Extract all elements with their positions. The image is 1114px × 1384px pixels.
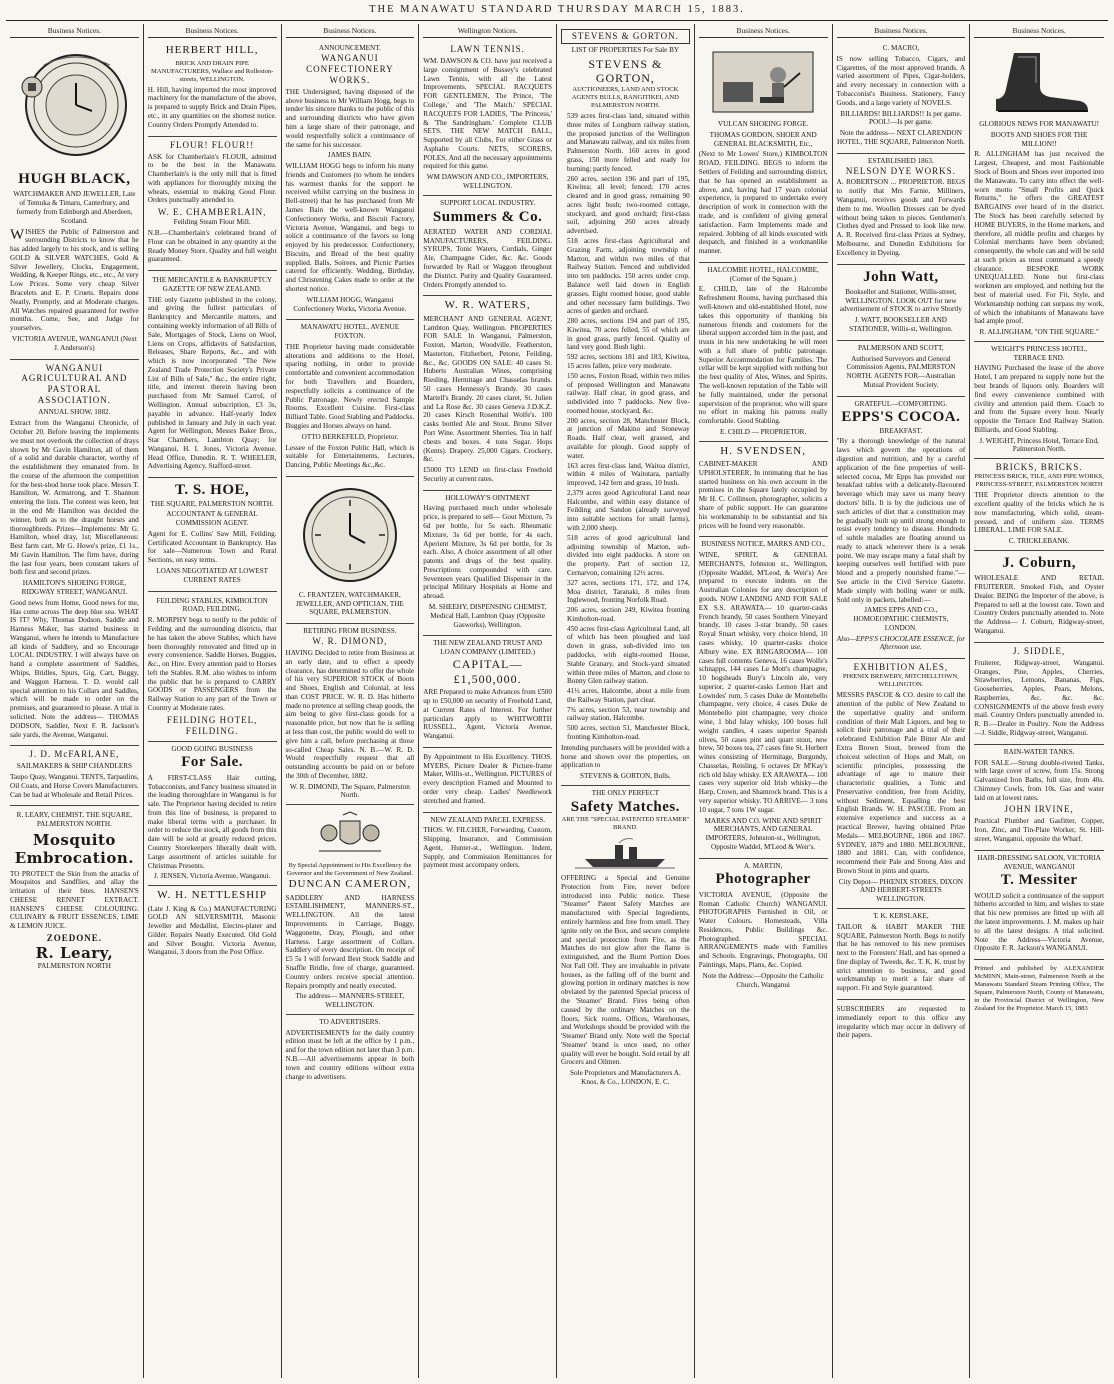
summers-body: AERATED WATER AND CORDIAL MANUFACTURERS, FEILDING. SYRUPS, Tonic Waters, Cordials, Ginger Ale, Champagne Cider, &c. &c. Goods forwarded by Rail or Waggon throughout the District. Purity and Quality Guaranteed. Orders Promptly attended to. [423, 227, 552, 289]
holloway-body: Having purchased much under wholesale price, is prepared to sell— Gout Mixture, 7s 6d per bottle, for 5s each. Rheumatic Mixture, 3s 6d per bottle, for 4s each. Aperient Mixture, 3s 6d per bottle, for 3s each. Also, A choice assortment of all other patents and drugs of the best quality. Prescriptions compounded with care. Seventeen years Qualified Dispenser in the principal Military Hospitals at Home and abroad. [423, 504, 552, 601]
lawn-tennis-body: WM. DAWSON & CO. have just received a large consignment of Bussey's celebrated Lawn Tennis, with all the Latest Improvements. SPECIAL RACQUETS FOR GENTLEMEN, The Prince, 'The College,' and 'The Match.' SPECIAL RACQUETS FOR LADIES, 'The Princess,' & 'The Sandringham.' Complete CLUB SETS. THE NEW MATCH BALL, Supported by all Clubs, For either Grass or Asphalte Courts. NETS, SCORERS, POLES, And all the necessary appointments required for this game. [423, 57, 552, 171]
boot-illustration [974, 47, 1104, 117]
property-item: 7¾ acres, section 53, near township and railway station, Halcombe. [567, 705, 690, 723]
show-subtitle: ANNUAL SHOW, 1882. [38, 408, 111, 417]
ad-manawatu-hotel [286, 320, 415, 477]
tanks-title: RAIN-WATER TANKS. [1003, 747, 1075, 756]
martin-body: VICTORIA AVENUE, (Opposite the Roman Catholic Church) WANGANUI. PHOTOGRAPHS Furnished in Oil, or Water Colours. Homesteads, Villa Residences, Public Buildings &c. Photographed. SPECIAL ARRANGEMENTS made with Families and Schools. Engravings, Photographs, Oil Paintings, Maps, Plans, &c. Copied. [698, 890, 828, 970]
trust-title: THE NEW ZEALAND TRUST AND LOAN COMPANY (LIMITED.) [433, 639, 543, 657]
ad-subscribers [837, 1000, 966, 1046]
tanks-body: FOR SALE.—Strong double-riveted Tanks, with large cover of screw, from 15s. Strong Galvanized Iron Baths, full size, from 40s. Chimney Cowls, from 10s. Gas and water laid on at lowest rates. [974, 758, 1104, 802]
ad-mcfarlane [10, 746, 139, 806]
stevens-role: AUCTIONEERS, LAND AND STOCK AGENTS BULLS, RANGITIKEI, AND PALMERSTON NORTH. [571, 86, 679, 110]
property-item: 200 acres, section 28, Manchester Block, at junction of Makino and Stoneway Roads. Half clear, well grassed, and available for plough. Good supply of water. [567, 416, 690, 460]
watch-illustration [10, 47, 139, 167]
column-1 [6, 24, 144, 1378]
boot-icon [984, 47, 1094, 117]
cameron-title: DUNCAN CAMERON, [288, 878, 412, 891]
hoe-subtitle: THE SQUARE, PALMERSTON NORTH. [150, 499, 274, 508]
property-item: 518 acres of good agricultural land adjoining township of Marton, sub-divided into eight paddocks. A store on the property. Part of section 12, Cernarvon, containing 12½ acres. [567, 533, 690, 577]
ad-t-s-hoe [148, 478, 277, 591]
summers-title: Summers & Co. [432, 208, 543, 225]
waters-body: MERCHANT AND GENERAL AGENT, Lambton Quay, Wellington. PROPERTIES FOR SALE In Wanganui, Palmerston, Foxton, Marton, Woodville, Featherston, Masterton, Fitzherbert, Petone, Feilding, &c., &c. GOODS ON SALE: 40 cases St. Huberts Australian Wines, comprising Riesling, Hermitage and Chasselas brands. 50 cases Hennessy's Brandy. 30 cases Martell's Brandy. 20 cases claret, St. Julien and La Rose &c. 30 cases Geneva J.D.K.Z. 20 cases Kirsch Rosenthal Wolfe's. 100 casks bottled Ale and Stout. Bruno Silver Port Wine. Assortment Sherries. Tea in half chests and boxes. 4 tons Sugar. Hops (Kents). Drapery. 25,000 Cigars. Crockery, &c. [423, 314, 552, 464]
summers-pre: SUPPORT LOCAL INDUSTRY. [440, 198, 536, 207]
ad-hugh-black [10, 41, 139, 359]
flour-mill: Feilding Steam Flour Mill. [173, 218, 251, 227]
stevens-subtitle: LIST OF PROPERTIES For Sale BY [571, 45, 680, 54]
messiter-body: WOULD solicit a continuance of the support hitherto accorded to him, and wishes to state that his new premises are fitted up with all the latest improvements. J. M. makes up hair to all the latest designs. A trial solicited. Note the Address—Victoria Avenue, Opposite F. R. Jackson's WANGANUI. [974, 891, 1104, 953]
hugh-black-subtitle: WATCHMAKER AND JEWELLER, Late of Temuka & Timaru, Canterbury, and formerly from Edinburgh and Aberdeen, Scotland. [13, 190, 136, 225]
column-8 [970, 24, 1108, 1378]
property-item: 41½ acres, Halcombe, about a mile from the Railway Station, part clear. [567, 687, 690, 704]
messiter-title: T. Messiter [1000, 872, 1078, 889]
cameron-appointment: By Special Appointment to His Excellency the Governor and the Government of New Zealand. [286, 862, 414, 878]
column-4 [419, 24, 557, 1378]
property-item: 539 acres first-class land, situated within three miles of Longburn railway station, the proposed junction of the Wellington and Manawatu railway, and six miles from Palmerston North. 160 acres in good grass, 150 more felled and ready for burning; partly fenced. [567, 112, 690, 173]
ad-rain-tanks [974, 745, 1104, 851]
ad-leary [10, 806, 139, 975]
irvine-title: JOHN IRVINE, [1004, 804, 1074, 815]
frantzen-text: C. FRANTZEN, WATCHMAKER, JEWELLER, AND OPTICIAN, THE SQUARE, PALMERSTON. [295, 590, 404, 617]
dye-established: ESTABLISHED 1863. [868, 156, 934, 165]
svendsen-title: H. SVENDSEN, [720, 444, 806, 457]
property-item: 518 acres first-class Agricultural and Grazing Farm, adjoining township of Marton, and within two miles of that Railway Station. Fenced and subdivided into ten paddocks. 150 acres under crop. Balance well laid down in English grasses. Eight roomed house, good stable and other necessary farm buildings. Two acres of garden and orchard. [567, 237, 690, 316]
confectionery-title: WANGANUI CONFECTIONERY WORKS. [306, 52, 394, 85]
ad-parcel-express [423, 813, 552, 877]
bricks-body: THE Proprietor directs attention to the excellent quality of the bricks which he is now manufacturing, which solid, steam-pressed, and of uniform size. TERMS LIBERAL. LIME FOR SALE. [974, 491, 1104, 535]
nettleship-body: (Late J. King & Co.) MANUFACTURING GOLD AN SILVERSMITH, Masonic Jeweller and Medallist, Electro-plater and Gilder. Repairs Neatly Executed. Old Gold and Silver Bought. Victoria Avenue, Wanganui, 3 doors from the Post Office. [147, 904, 277, 957]
epps-also: Also—EPPS'S CHOCOLATE ESSENCE, for Afternoon use. [836, 634, 965, 652]
svendsen-body: CABINET-MAKER AND UPHOLSTERER, In intimating that he has started business on his own account in the premises in the Square lately occupied by Mr H. C. Collinson, photographer, solicits a share of public support. He can guarantee his workmanship to be substantial and his prices will be found very reasonable. [698, 460, 828, 530]
retiring-title: RETIRING FROM BUSINESS. [303, 627, 397, 636]
bricks-signature: C. TRICKLEBANK. [1008, 537, 1070, 546]
ad-mercantile-gazette [148, 271, 277, 478]
column-heading: Business Notices. [837, 26, 966, 38]
dodson-body: Good news from Home, Good news for me, Has come across The deep blue sea. WHAT IS IT? Why, Thomas Dodson, Saddle and Harness Maker, has started business in Wanganui, where he intends to Manufacture all kinds of Saddlery, and so Encourage LOCAL INDUSTRY. I will always have on hand a complete assortment of Saddles, Whips, Bridles, Spurs, Gig, Cart, Buggy, and Waggon Harness. T. D. would call special attention to his Collars and Saddles, which will be made to order on the premises, and guaranteed to please. A trial is solicited. Note the address— THOMAS DODSON, Saddler, Next F. R. Jackson's sale yards, the Avenue, Wanganui. [10, 598, 139, 739]
property-item: 260 acres, section 196 and part of 195, Kiwitea; all level; fenced; 170 acres cleared and in good grass, remaining 90 acres light bush; two-roomed cottage, stockyard, and good orchard; first-class soil, adjoining 260 acres already advertised. [567, 174, 690, 236]
macro-title: C. MACRO, [882, 44, 920, 53]
dye-body: A. ROBERTSON ... PROPRIETOR. BEGS to notify that Mrs Farnie, Milliners, Wanganui, receives goods and Forwards them to me. Woollen Dresses can be dyed without being taken to pieces. Gentlemen's Clothes dyed and Pressed to look like new. A. R. Received first-class Prizes at Sydney, Melbourne, and Dunedin Exhibitions for Excellency in Dyeing. [836, 178, 966, 257]
stevens-signature: STEVENS & GORTON, Bulls. [580, 772, 671, 781]
ad-siddle [974, 643, 1104, 745]
feilding-hotel: FEILDING HOTEL, FEILDING. [166, 714, 258, 736]
hogg-signature: WILLIAM HOGG, Wanganui Confectionery Works, Victoria Avenue. [293, 295, 407, 313]
ad-flour [148, 137, 277, 272]
epps-body: "By a thorough knowledge of the natural laws which govern the operations of digestion and nutrition, and by a careful application of the fine properties of well-selected cocoa, Mr Epps has provided our breakfast tables with a delicately-flavoured beverage which may save us many heavy doctors' bills. It is by the judicious use of such articles of diet that a constitution may be gradually built up until strong enough to resist every tendency to disease. Hundreds of subtle maladies are floating around us ready to attack wherever there is a weak point. We may escape many a fatal shaft by keeping ourselves well fortified with pure blood and a properly nourished frame."—See article in the Civil Service Gazette. Made simply with boiling water or milk. Sold only in packets, labelled:— [836, 437, 966, 604]
ad-coburn [974, 551, 1104, 643]
for-sale-title: For Sale. [181, 754, 243, 771]
newspaper-masthead: THE MANAWATU STANDARD THURSDAY MARCH 15, 1883. [369, 4, 745, 15]
column-5 [557, 24, 695, 1378]
imprint [974, 960, 1104, 1019]
hoe-loans: LOANS NEGOTIATED AT LOWEST CURRENT RATES [156, 567, 269, 584]
forge-illustration [699, 47, 828, 117]
parcel-title: NEW ZEALAND PARCEL EXPRESS. [430, 815, 545, 824]
column-6 [695, 24, 833, 1378]
hill-subtitle: BRICK AND DRAIN PIPE MANUFACTURERS, Wallace and Rolleston-streets, WELLINGTON. [150, 59, 274, 83]
foxton-title: MANAWATU HOTEL, AVENUE FOXTON. [300, 323, 400, 341]
watt-title: John Watt, [863, 268, 939, 285]
billiards-line: BILLIARDS! BILLIARDS!! Is per game. POOL!—Is per game. [840, 109, 962, 127]
ad-stevens-gorton [561, 26, 690, 786]
weight-body: HAVING Purchased the lease of the above Hotel, I am prepared to supply none but the best brands of liquors only. Boarders will find every convenience combined with civility and attention paid them. Coach to and from the Square every hour. Nearly opposite the Terrace End Railway Station. Billiards, and Good Stabling. [974, 364, 1104, 434]
boots-title: BOOTS AND SHOES FOR THE MILLION!! [990, 130, 1088, 148]
frantzen-illustration [286, 483, 415, 588]
ad-summers [423, 196, 552, 297]
ad-waters [423, 296, 552, 490]
ad-nz-trust [423, 636, 552, 748]
ad-epps-cocoa [837, 397, 966, 660]
ad-john-watt [837, 265, 966, 341]
ad-kerslake [837, 909, 966, 1000]
hoe-body: Agent for E. Collins' Saw Mill, Feilding. Certificated Accountant in Bankruptcy. Has for sale—Numerous Town and Rural Sections, on easy terms. [147, 529, 277, 565]
glorious-title: GLORIOUS NEWS FOR MANAWATU! [979, 120, 1100, 129]
coburn-title: J. Coburn, [1002, 554, 1077, 571]
property-item: 450 acres first-class Agricultural Land, all of which has been ploughed and laid down in grass, sub-divided into ten paddocks, with eight-roomed House, Stable Granary, and Stock-yard situated within three miles of Marton, and close to Bonny Glen railway station. [567, 624, 690, 686]
property-item: 280 acres, sections 194 and part of 195, Kiwitea, 70 acres felled, 55 of which are in good grass, partly fenced. Quality of land very good. Bush light. [567, 317, 690, 352]
column-3 [282, 24, 420, 1378]
waters-title: W. R. WATERS, [444, 299, 531, 312]
foxton-signature: OTTO BERKEFELD, Proprietor. [301, 432, 399, 441]
ad-marks [699, 537, 828, 858]
business-title: GOOD GOING BUSINESS [171, 744, 253, 753]
dye-title: NELSON DYE WORKS. [845, 165, 956, 176]
show-title: WANGANUI AGRICULTURAL AND PASTORAL ASSOCIATION. [21, 362, 128, 406]
bricks-title: BRICKS, BRICKS. [995, 462, 1083, 473]
hoe-title: T. S. HOE, [174, 482, 250, 499]
clock-face-icon [295, 483, 405, 588]
dimond-name: W. R. DIMOND, [312, 635, 388, 646]
royal-arms [286, 811, 415, 859]
hamilton-forge-title: HAMILTON'S SHOEING FORGE, RIDGWAY STREET, WANGANUI. [21, 579, 128, 596]
hoe-role: ACCOUNTANT & GENERAL COMMISSION AGENT. [166, 510, 258, 528]
ad-feilding-stables [148, 592, 277, 742]
marks-signature: MARKS AND CO. WINE AND SPIRIT MERCHANTS, AND GENERAL IMPORTERS, Johnston-st., Wellington, Opposite Waddel, M'Leod & Weir's. [704, 816, 822, 851]
weight-signature: J. WEIGHT, Princess Hotel, Terrace End, Palmerston North. [979, 436, 1099, 454]
leary-title: R. LEARY, CHEMIST, THE SQUARE, PALMERSTON NORTH. [16, 811, 133, 829]
mercantile-body: THE only Gazette published in the colony, and giving the fullest particulars of Bankruptcy and Mercantile matters, and containing weekly information of all Bills of Sale, Mortgages of Stock, Liens on Wool, Liens on Crops, affidavits of Satisfaction, Releases, Share Reports, &c., and with which is now incorporated "The New Zealand Trade Protection Society's Private List of Bills of Sale," &c., the entire right, title, and interest therein having been purchased from Mr Samuel Carrol, of Wellington. Annual subscription, £3 3s, payable in advance. Half-yearly Index published in January and July in each year. Agent for Wellington, Messrs Baker Bros., Star Chambers, Lambton Quay; for Wanganui, H. I. Jones, Victoria Avenue. Head Office, Dunedin. R. T. WHEELER, Advertising Agency, Stafford-street. [147, 295, 277, 471]
flour-title: FLOUR! FLOUR!! [169, 139, 255, 150]
property-item: 206 acres, section 249, Kiwitea fronting Kimbolton-road. [567, 606, 690, 623]
ales-signature: City Depot— PHŒNIX STORES, DIXON AND HERBERT-STREETS WELLINGTON. [838, 877, 963, 904]
parcel-body: THOS. W. FILCHER, Forwarding, Custom, Shipping, Insurance, and Commission Agent, Hunter-st., Wellington. Indent, Supply, and Commission Remittances for payment must accompany orders. [423, 826, 552, 870]
stevens-name: STEVENS & GORTON, [588, 56, 663, 86]
marks-title: BUSINESS NOTICE, MARKS AND CO., [701, 540, 825, 549]
steamer-illustration [561, 835, 690, 871]
halcombe-body: E. CHILD, late of the Halcombe Refreshment Rooms, having purchased this well-known and old-established Hotel, now takes this opportunity of thanking his numerous friends and customers for the liberal support accorded him in the past, and trusts in his new undertaking he will meet with a full share of public patronage. Superior Accommodation for Families. The cellar will be kept supplied with nothing but the best quality of Ales, Wines, and Spirits. The well-known reputation of the Table will be fully maintained, under the personal supervision of the proprietor, who will spare no effort in making his patrons really comfortable. Good Stabling. [698, 285, 828, 426]
stevens-note: Intending purchasers will be provided with a horse and shown over the properties, on application to [561, 743, 690, 770]
ad-holloway [423, 491, 552, 637]
property-item: 150 acres, Foxton Road, within two miles of proposed Wellington and Manawatu railway. Half clear, in good grass, and subdivided into 7 paddocks. New five-roomed house, stockyard, &c. [567, 371, 690, 415]
epps-signature: JAMES EPPS AND CO., HOMOEOPATHIC CHEMISTS, LONDON. [853, 606, 949, 632]
macro-body: IS now selling Tobacco, Cigars, and Cigarettes, of the most approved brands. A varied assortment of Pipes, Cigar-holders, and every necessary in connection with a Tobacconist's Business. Stationery, Fancy Goods, and a large variety of NOVELS. [836, 54, 966, 107]
dawson-signature: WM DAWSON AND CO., IMPORTERS, WELLINGTON. [426, 173, 549, 191]
ad-svendsen [699, 442, 828, 538]
watt-body: Bookseller and Stationer, Willis-street, WELLINGTON. LOOK OUT for new advertisement of STOCK to arrive Shortly [839, 287, 962, 314]
ad-nelson-dye [837, 154, 966, 265]
property-list [567, 112, 690, 742]
ad-vulcan-forge [699, 41, 828, 263]
ales-body: MESSRS PASCOE & CO. desire to call the attention of the public of New Zealand to the superlative quality and uniform condition of their Malt Liquors, and beg to solicit their patronage and a trial of their celebrated Exhibition Pale Bitter Ale and Extra Brown Stout, brewed from the choicest selection of Hops and Malt, on scientific principles, possessing the advantage of age to mature their characteristic qualities, a Tonic and Preservative condition, free from Acidity, without Sediment, Equalling the best English Brands. W. H. PASCOE. From an extensive experience and success as a practical Brewer, having obtained Prize Medals— MELBOURNE, 1866 and 1867. SYDNEY, 1879 and 1880. MELBOURNE, 1880 and 1881. Can, with confidence, recommend their Pale and Strong Ales and Brown Stout in pints and quarts. [836, 691, 966, 875]
leary-body: TO PROTECT the Skin from the attacks of Mosquitos and Sandflies, and allay the irritation of their bites. HANSEN'S CHEESE RENNET EXTRACT. HANSEN'S CHEESE COLOURING. CULINARY & FRUIT ESSENCES, LIME & LEMON JUICE. [10, 869, 139, 931]
photographer-title: Photographer [715, 871, 811, 888]
holloway-title: HOLLOWAY'S OINTMENT [445, 493, 530, 502]
advertisers-title: TO ADVERTISERS. [319, 1017, 381, 1026]
palmerson-body: Authorised Surveyors and General Commission Agents, PALMERSTON NORTH. AGENTS FOR—Australian Mutual Provident Society. [846, 354, 956, 389]
ad-princess-hotel [974, 342, 1104, 459]
pocket-watch-icon [14, 47, 134, 167]
bricks-subtitle: PRINCESS BRICK, TILE, AND PIPE WORKS, PRINCESS-STREET, PALMERSTON NORTH [974, 473, 1104, 489]
siddle-body: Fruiterer, Ridgway-street, Wanganui. Oranges, Pine, Apples, Cherries, Strawberries, Lemons, Bananas, Figs, Gooseberries, Apples, Pears, Melons, Raspberries, &c. &c. &c. CONSIGNMENTS of the above fresh every mail. Country Orders punctually attended to. R. B.—Dealer in Poultry. Note the Address—J. Siddle, Ridgway-street, Wanganui. [974, 658, 1104, 737]
column-7 [833, 24, 971, 1378]
dimond-body: HAVING Decided to retire from Business at an early date, and to effect a speedy clearance, has determined to offer the whole of his very SUPERIOR STOCK of Boots and Shoes, English and Colonial, at less than COST PRICE. W. R. D. Has hitherto made no pretence at selling cheap goods, the aim being to give first-class goods for a reasonable price, but now that he is selling at less than cost, the public would do well to give him a call, before purchasing at those so-called Cheap Sales. N. B.—W. R. D. Would respectfully request that all outstanding accounts be paid on or before the 30th of December, 1882. [285, 648, 415, 780]
hill-title: HERBERT HILL, [165, 44, 259, 57]
irvine-body: Practical Plumber and Gasfitter, Copper, Iron, Zinc, and Tin-Plate Worker, St. Hill-street, Wanganui, opposite the Wharf. [974, 817, 1104, 843]
hugh-black-title: HUGH BLACK, [18, 171, 131, 188]
trust-capital: CAPITAL—£1,500,000. [452, 656, 523, 686]
ad-frantzen [286, 477, 415, 624]
hugh-black-body: WISHES the Public of Palmerston and surrounding Districts to know that he has added largely to his stock, and is selling GOLD & SILVER WATCHES, Gold & Silver Jewellery, Clocks, Engagement, Wedding, & Keeper Rings, etc., etc., At very Low Prices. Some very cheap Silver Bracelets and E. P. Cruets. Repairs done Neatly, Promptly, and at Moderate charges. All Watches repaired guaranteed for twelve months. Come, See, and Judge for yourselves. [10, 226, 139, 333]
siddle-title: J. SIDDLE, [1013, 645, 1066, 656]
epps-pre: GRATEFUL—COMFORTING. [854, 399, 948, 408]
zoedone-label: ZOEDONE. [46, 933, 102, 943]
flour-note: N.B.—Chamberlain's celebrated brand of Flour can be obtained in any quantity at the Ready Money Store. Quality and full weight guaranteed. [147, 228, 277, 264]
masthead-rule [6, 20, 1108, 21]
coat-of-arms-icon [305, 811, 395, 859]
flour-body: ASK for Chamberlain's FLOUR, admitted to be the best in the Manawatu. Chamberlain's is the only mill that is fitted with appliances for thoroughly mixing the wheats, essential to making Good Flour. Orders punctually attended to. [147, 152, 277, 205]
cameron-address: The address— MANNERS-STREET, WELLINGTON. [295, 992, 405, 1010]
column-2 [144, 24, 282, 1378]
ad-halcombe-hotel [699, 263, 828, 442]
myers-body: By Appointment to His Excellency. THOS. MYERS, Picture Dealer & Picture-frame Maker, Willis-st., Wellington. PICTURES of every description Framed and Mounted to order very cheap. Ladies' Needlework stretched and framed. [423, 752, 552, 805]
column-heading: Wellington Notices. [423, 26, 552, 38]
hairdressing-title: HAIR-DRESSING SALOON, VICTORIA AVENUE, WANGANUI [977, 853, 1101, 871]
advertisers-body: ADVERTISEMENTS for the daily country edition must be left at the office by 1 p.m., and for the town edition not later than 3 p.m. N.B.—All advertisements appear in both town and country editions without extra charge to advertisers. [285, 1028, 415, 1081]
epps-title: EPPS'S COCOA. [841, 409, 961, 426]
stevens-title: STEVENS & GORTON. [561, 29, 690, 44]
weight-title: WEIGHT'S PRINCESS HOTEL, TERRACE END. [991, 344, 1088, 362]
cameron-body: SADDLERY AND HARNESS ESTABLISHMENT, MANNERS-ST., WELLINGTON. All the latest Improvements in Carriage, Buggy, Waggonette, Dray, Plough, and other Harness. Large assortment of Collars. Saddlery of every description. On receipt of £5 5s I will forward Best Stock Saddle and Snaffle Bridle, free of charge, guaranteed. Country orders receive special attention. Repairs promptly and neatly executed. [285, 893, 415, 990]
ad-bricks [974, 459, 1104, 551]
allingham-signature: R. ALLINGHAM, "ON THE SQUARE." [979, 328, 1099, 337]
blacksmith-icon [708, 47, 818, 117]
stables-title: FEILDING STABLES, KIMBOLTON ROAD, FEILDING. [156, 596, 268, 614]
mcfarlane-title: J. D. McFARLANE, [29, 749, 120, 760]
ales-subtitle: PHŒNIX BREWERY, MITCHELLTOWN, WELLINGTON. [842, 673, 959, 689]
flour-signature: W. E. CHAMBERLAIN, [157, 207, 267, 218]
business-body: A FIRST-CLASS Hair cutting, Tobacconists, and Fancy business situated in the leading thoroughfare in Wanganui is for sale. The Proprietor having decided to retire from this line of business, is prepared to make liberal terms with a purchaser. In order to reduce the stock, all goods from this date will be sold at greatly reduced prices. Country Storekeepers liberally dealt with. Large assortment of articles suitable for Christmas Presents. [147, 773, 277, 870]
column-heading: Business Notices. [148, 26, 277, 38]
ad-exhibition-ales [837, 659, 966, 909]
bain-signature: JAMES BAIN. [327, 151, 372, 160]
palmerson-title: PALMERSON AND SCOTT, [858, 343, 944, 352]
column-heading: Business Notices. [10, 26, 139, 38]
trust-body: ARE Prepared to make Advances from £500 up to £50,000 on security of Freehold Land, at Current Rates of Interest. For further particulars apply to WHITWORTH RUSSELL, Agent, Victoria Avenue, Wanganui. [423, 688, 552, 741]
leary-signature: R. Leary, [35, 943, 114, 962]
matches-pre: THE ONLY PERFECT [591, 788, 660, 797]
kerslake-title: T. K. KERSLAKE, [873, 912, 929, 921]
nettleship-title: W. H. NETTLESHIP [157, 889, 267, 902]
vulcan-title: VULCAN SHOEING FORGE. [717, 120, 809, 129]
ad-confectionery [286, 41, 415, 320]
ad-safety-matches [561, 786, 690, 1091]
show-body: Extract from the Wanganui Chronicle, of October 20. Before leaving the implements we must not overlook the collection of drays shown by Mr Gavin Hamilton, all of them of a solid and durable character, worthy of the establishment they emanated from. In the course of the afternoon the competition for the best-shod horse took place. Messrs T. Hamilton, W. Armstrong, and T. Shannon entering the lists. The contest was keen, but in the end Mr Hamilton was decided the winner, both as to the draught horses and thoroughbreds. Prizes—Implements: Mr G. Hamilton, wheel dray, 1st; Miscellaneous: Best farm cart, Mr G. Howe's prize, £1 1s., Mr Gavin Hamilton. The firm have, during the last four years, been constant takers of both first and second prizes. [10, 419, 139, 577]
hogg-body: WILLIAM HOGG begs to inform his many friends and Customers (to whom he tenders his warmest thanks for the support he received whilst carrying on the business in Bell-street) that he has purchased from Mr James Bain the well-known Wanganui Confectionery Works, and Biscuit Factory, Victoria Avenue, Wanganui, and begs to solicit a continuance of the favors so long enjoyed by his predecessor. Confectionery, Biscuits, and Bread of the best quality supplied. Balls, Soirees, and Picnic Parties catered for efficiently. Wedding, Birthday, and Christening Cakes made to order at the shortest notice. [285, 162, 415, 294]
ad-agricultural-show [10, 360, 139, 747]
matches-subtitle: ARE THE "SPECIAL PATENTED STEAMER" BRAND. [561, 815, 690, 832]
ad-herbert-hill [148, 41, 277, 136]
steamship-icon [575, 835, 675, 871]
halcombe-title: HALCOMBE HOTEL, HALCOMBE, (Corner of the Square.) [707, 265, 819, 283]
business-signature: J. JENSEN, Victoria Avenue, Wanganui. [153, 872, 271, 881]
column-heading: Business Notices. [699, 26, 828, 38]
ad-palmerson-scott [837, 341, 966, 397]
property-item: 500 acres, section 51, Manchester Block, fronting Kimbolton-road. [567, 724, 690, 741]
newspaper-page [6, 24, 1108, 1378]
ad-duncan-cameron [286, 805, 415, 1015]
ad-messiter [974, 851, 1104, 960]
ad-martin [699, 859, 828, 996]
loan-notice: £5000 TO LEND on first-class Freehold Security at current rates. [423, 466, 552, 483]
leary-headline: Mosquito Embrocation. [14, 830, 135, 868]
announcement-label: ANNOUNCEMENT. [318, 44, 381, 53]
matches-body: OFFERING a Special and Genuine Protection from Fire, never before introduced into Public notice. These "Steamer" Patent Safety Matches are manufactured with Special Ingredients, entirely harmless and free from smell. They ignite only on the Box, and secure complete and special protection from Fire, as the Matches do not glow after the flame is extinguished, and the Burnt Portion Does Not Fall Off. They are invaluable in private houses, as the falling off of the burnt and glowing portion in ordinary matches is now obviated by the patented Special process of the 'Steamer' Brand. Fires being often caused by the ordinary Matches on the floors, Sick rooms, Offices, Warehouses, and Workshops should be provided with the 'Steamer' Brand only. Note well the Special 'Steamer' brand is once used, no other quality will ever be bought. Sold retail by all Grocers and Oilmen. [561, 874, 690, 1067]
ad-dimond [286, 624, 415, 805]
epps-subtitle: BREAKFAST. [879, 426, 923, 435]
halcombe-signature: E. CHILD — PROPRIETOR. [719, 427, 807, 436]
confectionery-body: THE Undersigned, having disposed of the above business to Mr William Hogg, begs to tender his sincere thanks to the public of this and surrounding districts who have given him a large share of their patronage, and would respectfully solicit a continuance of the same for his successor. [285, 87, 415, 149]
matches-signature: Sole Proprietors and Manufacturers A. Knos, & Co., LONDON, E. C. [569, 1069, 681, 1087]
property-item: 592 acres, sections 181 and 183, Kiwitea, 15 acres fallen, price very moderate. [567, 353, 690, 370]
ad-allingham [974, 41, 1104, 342]
gordon-body: (Next to Mr Lowes' Store,) KIMBOLTON ROAD, FEILDING. BEGS to inform the Settlers of Feilding and surrounding district, that he has opened an establishment as above, and, having had 17 years colonial experience, is prepared to undertake every description of work in connection with the trade, and is confident of giving general satisfaction. Farm Implements made and repaired. Jobbing of all kinds executed with despatch, and finished in a workmanlike manner. [698, 150, 828, 256]
kerslake-body: TAILOR & HABIT MAKER THE SQUARE, Palmerston North. Begs to notify that he has removed to his new premises next to the Foresters' Hall, and has opened a fine display of Tweeds, &c. T. K. K. trust by strict attention to business, and good workmanship to merit a fair share of support. Fit and Style guaranteed. [836, 922, 966, 993]
mcfarlane-subtitle: SAILMAKERS & SHIP CHANDLERS [16, 762, 133, 771]
property-item: 2,379 acres good Agricultural Land near Halcombe, and within easy distance of Feilding and Sandon (already surveyed into suitable sections for small farms), with 2,000 sheep. [567, 488, 690, 533]
imprint-text: Printed and published by ALEXANDER McMINN, Main-street, Palmerston North at the Manawatu Standard Steam Printing Office, The Square, Palmerston North, County of Manawatu, in the Provincial District of Wellington, New Zealand for the Proprietor. March 15, 1883 [974, 965, 1104, 1013]
property-item: 163 acres first-class land, Waitoa district, within 4 miles of Waitotara, partially improved, 142 fern and grass, 10 bush. [567, 461, 690, 488]
allingham-body: R. ALLINGHAM has just received the Largest, Cheapest, and most Fashionable Stock of Boots and Shoes ever imported into the Manawatu. To carry into effect the well-worn motto "Small Profits and Quick Returns," he offers the GREATEST BARGAINS ever heard of in the district. The Stock has been carefully selected by HOME BUYERS, in the Home markets, and therefore, all middle profits and charges by Colonial merchants have been obviated; consequently, the whole can and will be sold at such prices as must command a speedy clearance. BESPOKE WORK UNEQUALLED. None but first-class workmen are employed, and nothing but the best of material used. For Fit, Style, and Workmanship nothing can surpass my work, of which the inhabitants of Manawatu have had ample proof. [974, 150, 1104, 326]
lawn-tennis-title: LAWN TENNIS. [450, 44, 525, 55]
leary-address: PALMERSTON NORTH [37, 962, 111, 971]
mcfarlane-body: Taupo Quay, Wanganui. TENTS, Tarpaulins, Oil Coats, and Horse Covers Manufacturers. Can be had at Wholesale and Retail Prices. [10, 773, 139, 799]
ad-myers [423, 748, 552, 813]
hill-body: H. Hill, having imported the most improved machinery for the manufacture of the above, is prepared to supply Brick and Drain Pipes, etc., in any quantities on the shortest notice. Country Orders Promptly Attended to. [147, 85, 277, 129]
ad-nettleship [148, 886, 277, 963]
marks-body: WINE, SPIRIT, & GENERAL MERCHANTS, Johnston st., Wellington, (Opposite Waddel, M'Leod, & Weir's) Are prepared to execute indents on the Australian Colonies for any description of goods. NOW LANDING AND FOR SALE EX S.S. ARAWATA— 10 quarter-casks French brandy, 50 cases Southern Vineyard brandy, 10 cases 3-star brandy, 50 cases Royal Stuart whisky, very choice blend, 10 cases whisky, 10 quarter-casks choice Albury wine. EX RINGAROOMA— 100 cases full contents Geneva, 16 cases Wolfe's schnapps, 144 cases Le Mott's champagne, 10 hogsheads Bury's Lincoln ale, very superior, 2 quarter-casks Lemon Hart and Lowndes' rum, 5 cases Duke de Montebello champagne, very choice, 4 cases Duke de Montebello pint champagne, very choice wine, 1 bhd Islay whisky, 100 boxes full weight candles, 4 cases superior Spanish olives, 50 cases pint and quart stout, new brew, 50 boxes tea, 27 cases fine St. Herbert wines consisting of Hermitage, Burgundy, Chasselas, Reisling, 6 octaves Dr M'Kay's rich old Islay whisky. EX ARAWATA— 100 cases very superior old Irish whisky—the Harp, Crown, and Shamrock brand. This is a very superior whisky. TO ARRIVE— 3 tons 10 sugar, 7 tons 1W sugar. [698, 551, 828, 814]
watt-signature: J. WATT, BOOKSELLER AND STATIONER, Willis-st, Wellington. [849, 316, 953, 333]
hugh-black-address: VICTORIA AVENUE, WANGANUI (Next J. Anderson's) [11, 334, 137, 352]
dimond-signature: W. R. DIMOND, The Square, Palmerston North. [289, 782, 410, 800]
martin-note: Note the Address:—Opposite the Catholic Church, Wanganui [702, 971, 824, 989]
ad-to-advertisers [286, 1015, 415, 1087]
macro-address: Note the address— NEXT CLARENDON HOTEL, THE SQUARE, Palmerston North. [836, 129, 965, 146]
column-heading: Business Notices. [974, 26, 1104, 38]
ad-macro [837, 41, 966, 154]
property-item: 327 acres, sections 171, 172, and 174, Moa district, Taranaki, 8 miles from Inglewood, fronting Norfolk Road. [567, 578, 690, 605]
ad-lawn-tennis [423, 41, 552, 196]
martin-title: A. MARTIN, [743, 861, 783, 870]
subscribers-notice: SUBSCRIBERS are requested to immediately report to this office any irregularity which may occur in delivery of their papers. [836, 1005, 966, 1040]
foxton-note: Lessee of the Foxton Public Hall, which is suitable for Entertainments, Lectures, Dancing, Public Meetings &c.,&c. [285, 443, 415, 470]
gordon-title: THOMAS GORDON, SHOER AND GENERAL BLACKSMITH, Etc., [709, 130, 817, 148]
ales-title: EXHIBITION ALES, [853, 662, 949, 673]
stables-body: R. MORPHY begs to notify to the public of Feilding and the surrounding districts, that he has taken the above Stables, which have been thoroughly renovated and fitted up in every convenience. Saddle Horses, Buggies, &c., on Hire. Every attention paid to Horses left the Stables. R.M. also wishes to inform the public that he is prepared to CARRY GOODS or PASSENGERS from the Railway Station to any part of the Town or Country at Moderate rates. [147, 616, 277, 712]
foxton-body: THE Proprietor having made considerable alterations and additions to the Hotel, sparing nothing, in order to provide comfortable and convenient accommodation for both Travellers and Boarders, respectfully solicits a continuance of the Public Patronage. Newly erected Sample Rooms. Excellent Cuisine. First-class Billiard Table. Good Stabling and Paddocks. Buggies and Horses always on hand. [285, 342, 415, 430]
column-heading: Business Notices. [286, 26, 415, 38]
mercantile-title: THE MERCANTILE & BANKRUPTCY GAZETTE OF NEW ZEALAND. [152, 276, 273, 293]
ad-good-business [148, 742, 277, 886]
coburn-body: WHOLESALE AND RETAIL FRUITERER. Smoked Fish, and Oyster Dealer. BEING the Importer of the above, is Prepared to sell at the lowest rate. Town and Country Orders punctually attended to. Note the Address— J. Coburn, Ridgway-street, Wanganui. [974, 574, 1104, 635]
sheehy-signature: M. SHEEHY, DISPENSING CHEMIST, Medical Hall, Lambton Quay (Opposite Gasworks), Wellington. [428, 603, 547, 629]
matches-title: Safety Matches. [570, 798, 680, 815]
